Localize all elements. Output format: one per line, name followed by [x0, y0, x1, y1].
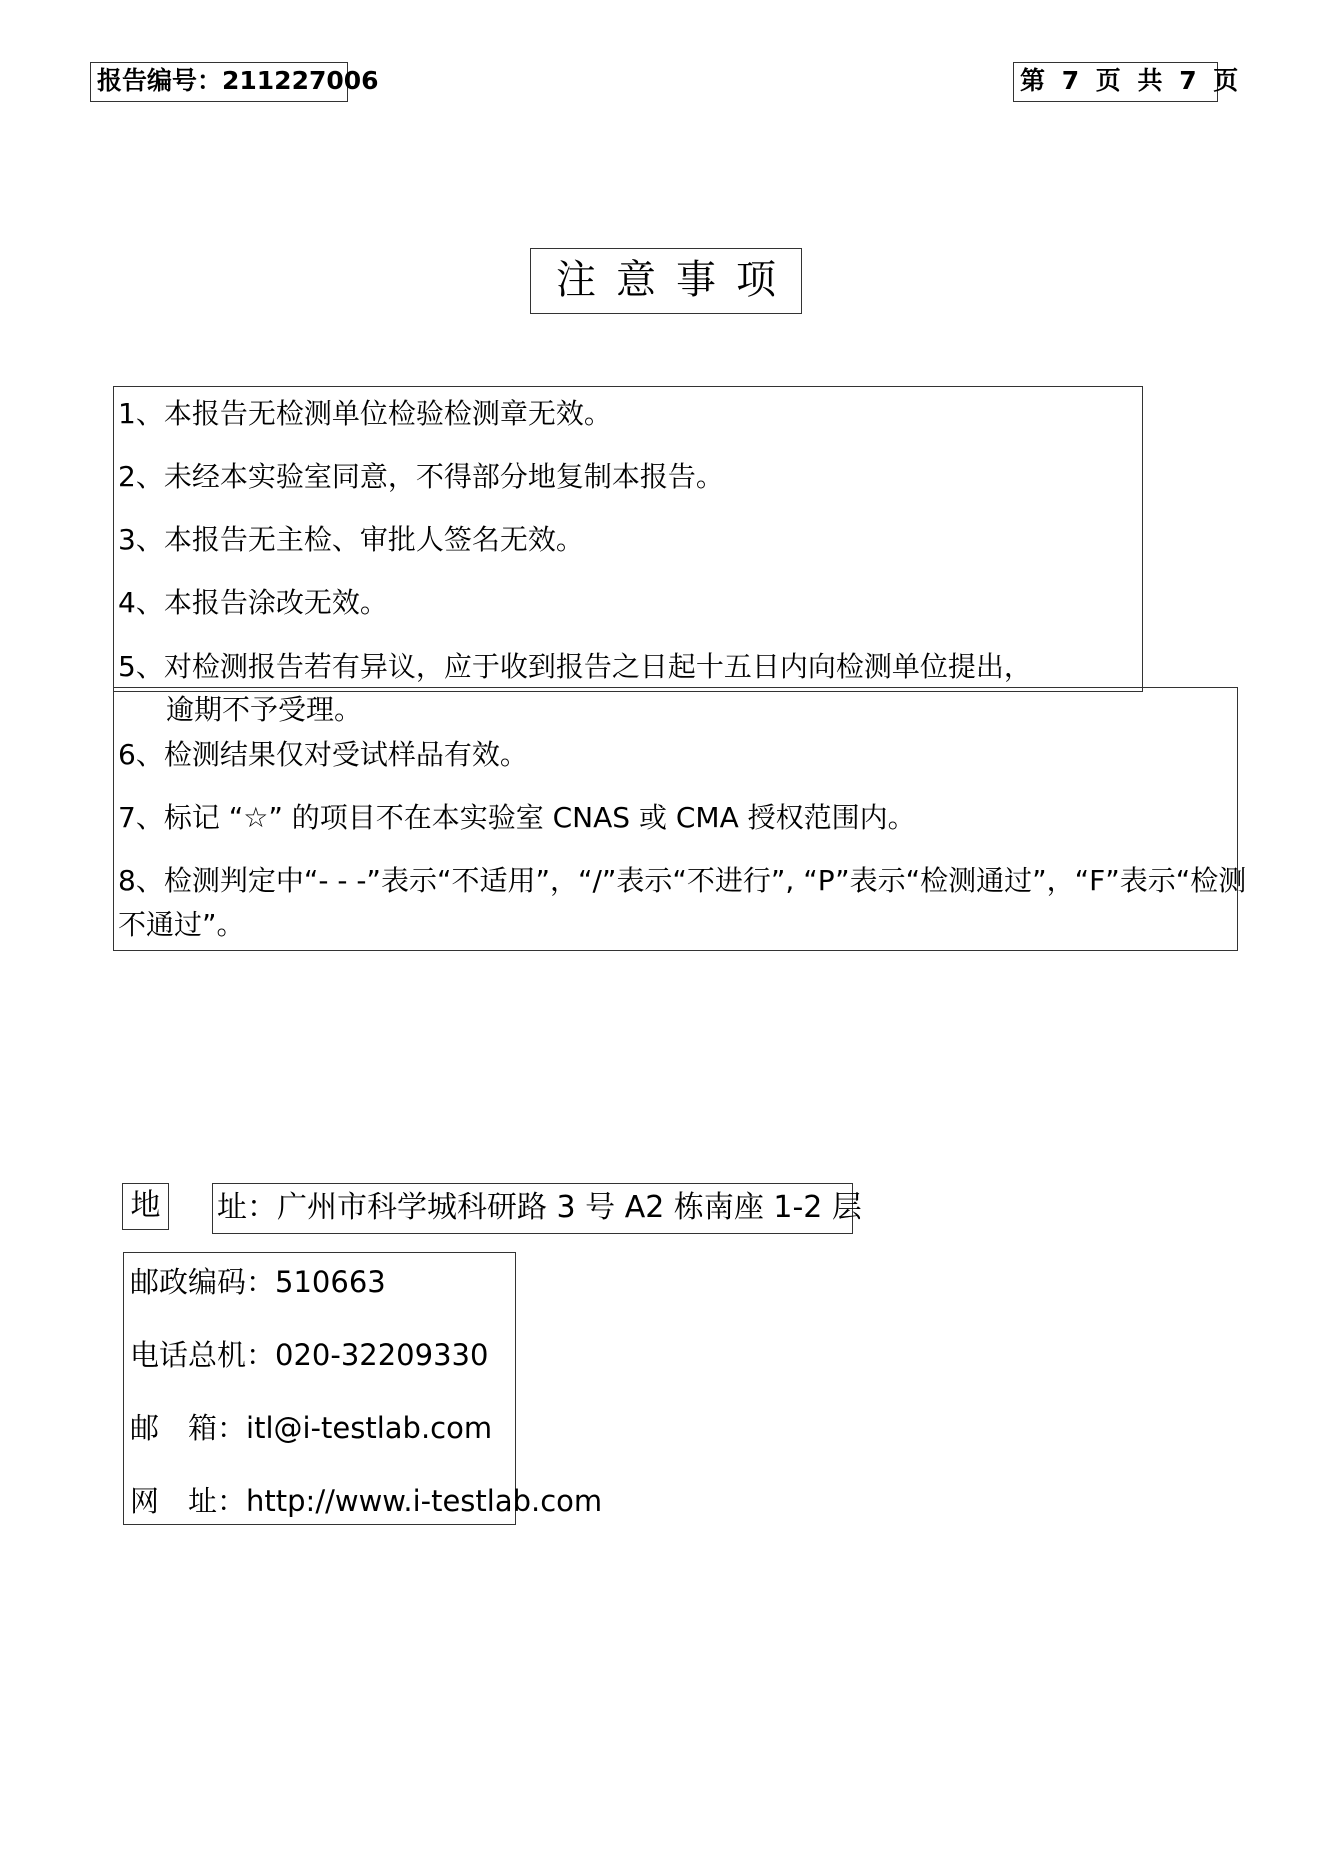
note-8: 8、检测判定中“- - -”表示“不适用”，“/”表示“不进行”, “P”表示“检测通过”，“F”表示“检测: [118, 864, 1247, 897]
email-label: 邮 箱：: [130, 1411, 247, 1445]
page-indicator: 第 7 页 共 7 页: [1013, 62, 1218, 102]
note-3: 3、本报告无主检、审批人签名无效。: [118, 523, 584, 556]
note-6: 6、检测结果仅对受试样品有效。: [118, 738, 528, 771]
postal-code-label: 邮政编码：: [130, 1265, 276, 1299]
website-value: http://www.i-testlab.com: [246, 1484, 603, 1518]
phone-label: 电话总机：: [130, 1338, 276, 1372]
postal-code-value: 510663: [275, 1265, 386, 1299]
postal-code-row: [130, 1262, 386, 1302]
note-2: 2、未经本实验室同意，不得部分地复制本报告。: [118, 460, 724, 493]
email-value: itl@i-testlab.com: [246, 1411, 493, 1445]
note-5-continued: 逾期不予受理。: [166, 693, 363, 726]
note-7: 7、标记 “☆” 的项目不在本实验室 CNAS 或 CMA 授权范围内。: [118, 801, 916, 834]
note-8-continued: 不通过”。: [118, 908, 245, 941]
address-label: 地: [122, 1183, 169, 1230]
website-row: [130, 1481, 602, 1521]
page-title: 注意事项: [530, 248, 802, 314]
email-row: [130, 1408, 492, 1448]
report-number: 报告编号：211227006: [90, 62, 348, 102]
note-5: 5、对检测报告若有异议，应于收到报告之日起十五日内向检测单位提出，: [118, 650, 1032, 683]
website-label: 网 址：: [130, 1484, 247, 1518]
phone-value: 020-32209330: [275, 1338, 489, 1372]
note-1: 1、本报告无检测单位检验检测章无效。: [118, 397, 612, 430]
note-4: 4、本报告涂改无效。: [118, 586, 388, 619]
phone-row: [130, 1335, 488, 1375]
address-value: 址：广州市科学城科研路 3 号 A2 栋南座 1-2 层: [212, 1183, 853, 1234]
